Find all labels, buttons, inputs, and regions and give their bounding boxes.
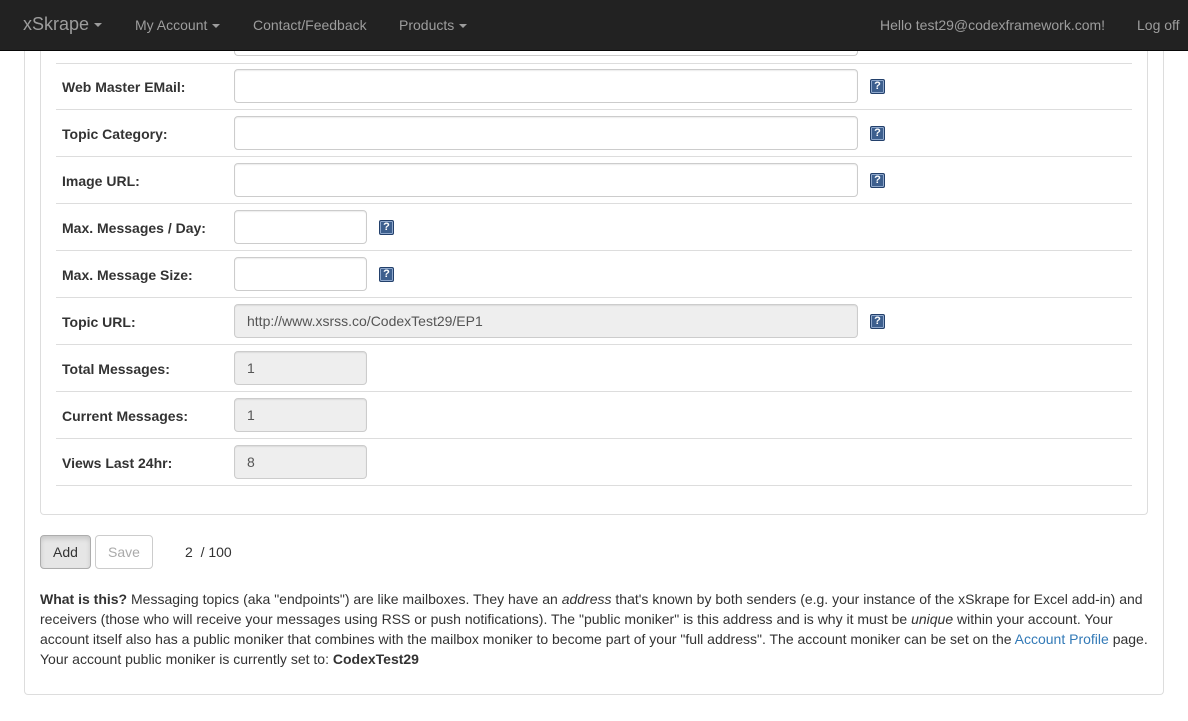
- topic-count-max: 100: [208, 544, 232, 560]
- chevron-down-icon: [94, 23, 102, 27]
- max-messages-day-input[interactable]: [234, 210, 367, 244]
- form-row-current-messages: [56, 392, 1132, 439]
- field-label: Max. Messages / Day:: [62, 220, 206, 236]
- field-label: Topic Category:: [62, 126, 168, 142]
- nav-label: Contact/Feedback: [253, 17, 367, 33]
- question-mark-icon[interactable]: ?: [870, 173, 885, 188]
- info-emphasis: unique: [911, 611, 954, 627]
- info-text: that's known by both senders (e.g. your instance of the xSkrape for Excel add-in) and receivers (those who will receive your messages using RSS or push notifications). The "public moniker" is this address and is why it must be: [40, 591, 1143, 627]
- form-row-topic-category: [56, 110, 1132, 157]
- topic-url-input[interactable]: [234, 304, 858, 338]
- nav-contact-feedback[interactable]: [253, 17, 367, 33]
- form-row-total-messages: [56, 345, 1132, 392]
- form-row-max-message-size: [56, 251, 1132, 298]
- question-mark-icon[interactable]: ?: [870, 126, 885, 141]
- question-mark-icon[interactable]: ?: [379, 267, 394, 282]
- field-label: Max. Message Size:: [62, 267, 193, 283]
- form-row-webmaster-email: [56, 63, 1132, 110]
- info-paragraph: [40, 589, 1148, 669]
- nav-label: My Account: [135, 17, 208, 33]
- nav-my-account[interactable]: [135, 17, 220, 33]
- webmaster-email-input[interactable]: [234, 69, 858, 103]
- logoff-link[interactable]: Log off: [1137, 17, 1180, 33]
- info-heading: What is this?: [40, 591, 128, 607]
- topic-category-input[interactable]: [234, 116, 858, 150]
- form-row-max-messages-day: [56, 204, 1132, 251]
- user-greeting[interactable]: Hello test29@codexframework.com!: [880, 17, 1106, 33]
- field-label: Current Messages:: [62, 408, 189, 424]
- total-messages-input: [234, 351, 367, 385]
- form-row-topic-url: [56, 298, 1132, 345]
- info-text: within your account. Your account itself also has a public moniker that combines with the mailbox moniker to become part of your "full address". The account moniker can be set on the: [40, 611, 1113, 647]
- chevron-down-icon: [212, 24, 220, 28]
- field-label: Total Messages:: [62, 361, 170, 377]
- nav-label: Products: [399, 17, 455, 33]
- topic-count: [185, 544, 232, 560]
- topic-count-current: 2: [185, 544, 193, 560]
- topic-count-separator: /: [200, 544, 205, 560]
- field-label: Image URL:: [62, 173, 140, 189]
- field-label: Topic URL:: [62, 314, 136, 330]
- add-button[interactable]: Add: [40, 535, 91, 569]
- views-last-24hr-input: [234, 445, 367, 479]
- chevron-down-icon: [459, 24, 467, 28]
- form-row-views-last-24hr: [56, 439, 1132, 486]
- field-label: Views Last 24hr:: [62, 455, 173, 471]
- image-url-input[interactable]: [234, 163, 858, 197]
- max-message-size-input[interactable]: [234, 257, 367, 291]
- info-text: Messaging topics (aka "endpoints") are like mailboxes. They have an: [127, 591, 562, 607]
- form-row-image-url: [56, 157, 1132, 204]
- brand-menu[interactable]: [23, 14, 102, 35]
- nav-products[interactable]: [399, 17, 467, 33]
- question-mark-icon[interactable]: ?: [379, 220, 394, 235]
- account-profile-link[interactable]: Account Profile: [1014, 631, 1109, 647]
- field-label: Web Master EMail:: [62, 79, 186, 95]
- brand-label: xSkrape: [23, 14, 90, 34]
- question-mark-icon[interactable]: ?: [870, 314, 885, 329]
- info-emphasis: address: [561, 591, 612, 607]
- save-button[interactable]: Save: [95, 535, 153, 569]
- top-navbar: [0, 0, 1188, 51]
- info-text: page. Your account public moniker is currently set to:: [40, 631, 1148, 667]
- question-mark-icon[interactable]: ?: [870, 79, 885, 94]
- account-moniker: CodexTest29: [332, 651, 419, 667]
- current-messages-input: [234, 398, 367, 432]
